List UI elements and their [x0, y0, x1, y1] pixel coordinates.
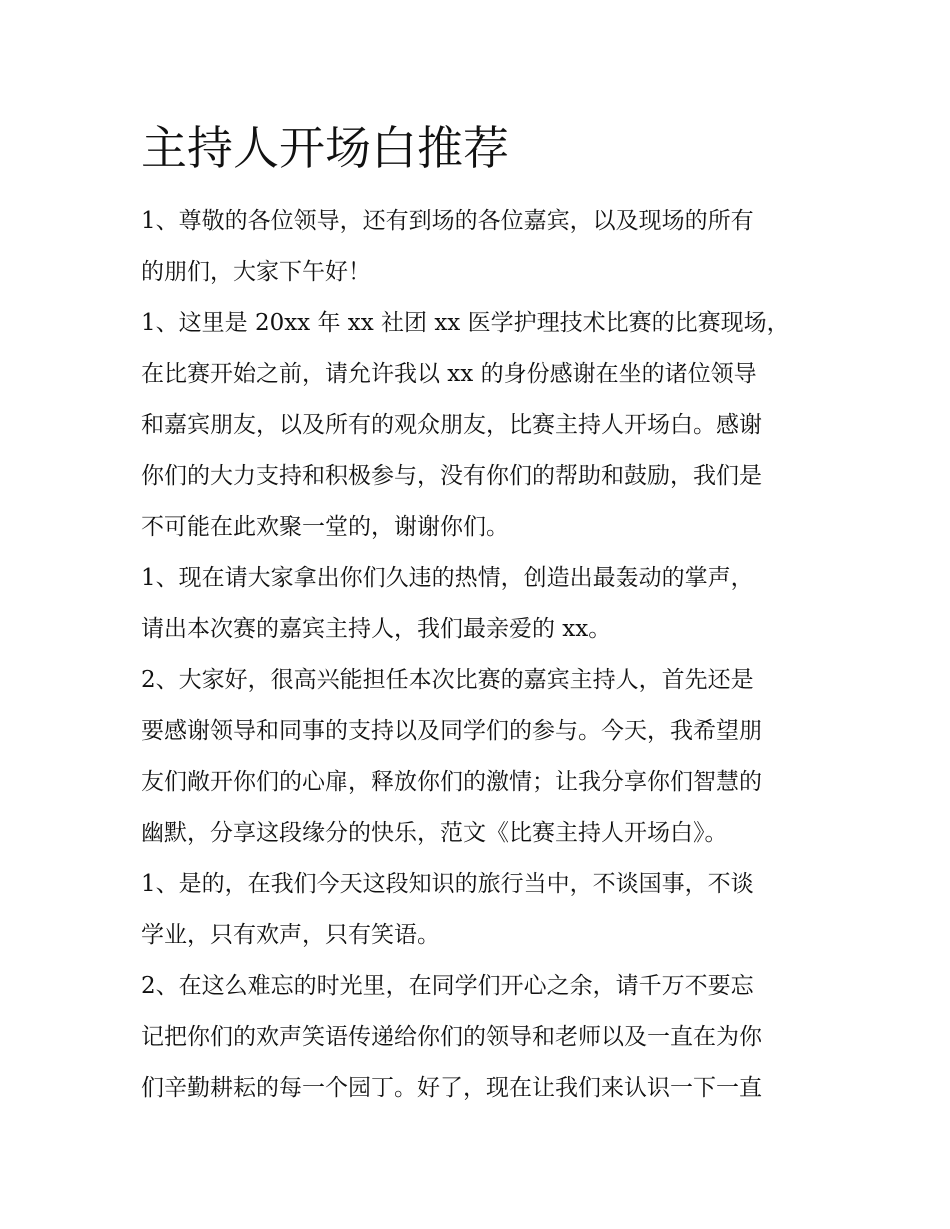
- document-title: 主持人开场白推荐: [141, 121, 509, 175]
- text-line-17: 记把你们的欢声笑语传递给你们的领导和老师以及一直在为你: [141, 1024, 762, 1050]
- text-line-9: 请出本次赛的嘉宾主持人，我们最亲爱的 xx。: [141, 616, 612, 642]
- document-body: [141, 196, 821, 1114]
- text-line-18: 们辛勤耕耘的每一个园丁。好了，现在让我们来认识一下一直: [141, 1075, 762, 1101]
- text-line-2: 的朋们，大家下午好！: [141, 259, 371, 285]
- text-line-10: 2、大家好，很高兴能担任本次比赛的嘉宾主持人，首先还是: [141, 667, 754, 693]
- text-line-4: 在比赛开始之前，请允许我以 xx 的身份感谢在坐的诸位领导: [141, 361, 757, 387]
- text-line-3: 1、这里是 20xx 年 xx 社团 xx 医学护理技术比赛的比赛现场，: [141, 310, 790, 336]
- text-line-11: 要感谢领导和同事的支持以及同学们的参与。今天，我希望朋: [141, 718, 762, 744]
- text-line-15: 学业，只有欢声，只有笑语。: [141, 922, 440, 948]
- text-line-8: 1、现在请大家拿出你们久违的热情，创造出最轰动的掌声，: [141, 565, 754, 591]
- text-line-1: 1、尊敬的各位领导，还有到场的各位嘉宾，以及现场的所有: [141, 208, 754, 234]
- text-line-6: 你们的大力支持和积极参与，没有你们的帮助和鼓励，我们是: [141, 463, 762, 489]
- text-line-7: 不可能在此欢聚一堂的，谢谢你们。: [141, 514, 509, 540]
- text-line-16: 2、在这么难忘的时光里，在同学们开心之余，请千万不要忘: [141, 973, 754, 999]
- text-line-14: 1、是的，在我们今天这段知识的旅行当中，不谈国事，不谈: [141, 871, 754, 897]
- text-line-5: 和嘉宾朋友，以及所有的观众朋友，比赛主持人开场白。感谢: [141, 412, 762, 438]
- text-line-13: 幽默，分享这段缘分的快乐，范文《比赛主持人开场白》。: [141, 820, 728, 846]
- text-line-12: 友们敞开你们的心扉，释放你们的激情；让我分享你们智慧的: [141, 769, 762, 795]
